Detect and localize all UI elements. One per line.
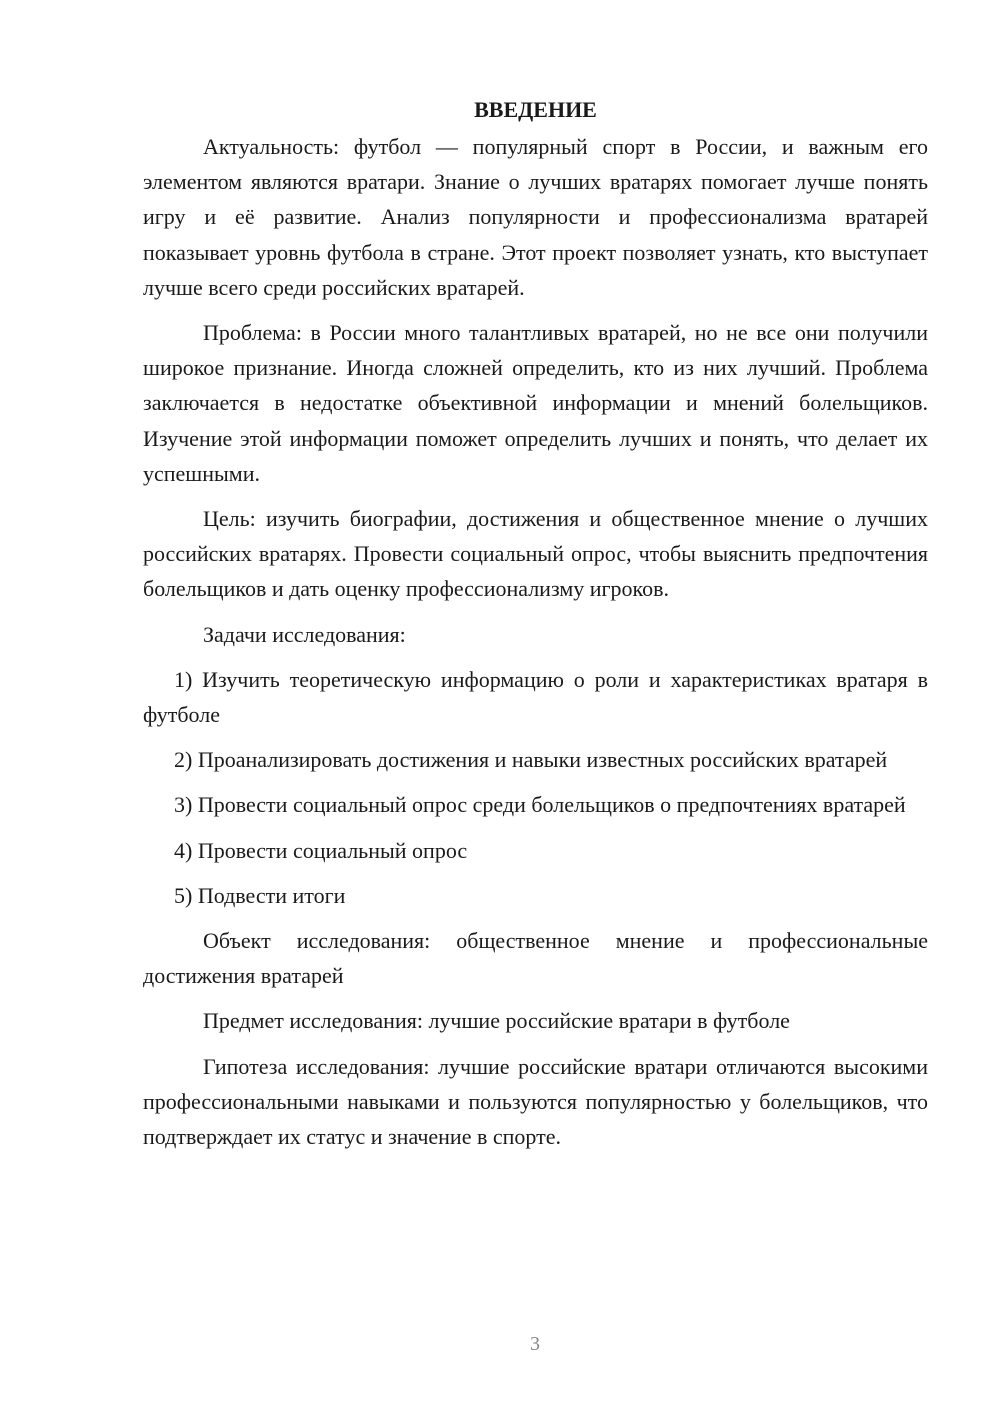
problem-paragraph: Проблема: в России много талантливых вратарей, но не все они получили широкое признание. Иногда сложней определить, кто из них лучший. Проблема заключается в недостатке объективной информации и мнений болельщиков. Изучение этой информации поможет определить лучших и понять, что делает их успешными. (143, 320, 928, 486)
hypothesis-paragraph: Гипотеза исследования: лучшие российские вратари отличаются высокими профессиональными навыками и пользуются популярностью у болельщиков, что подтверждает их статус и значение в спорте. (143, 1053, 928, 1150)
list-item: 1) Изучить теоретическую информацию о роли и характеристиках вратаря в футболе (143, 666, 928, 728)
list-item: 5) Подвести итоги (174, 882, 346, 908)
subject-paragraph: Предмет исследования: лучшие российские вратари в футболе (203, 1008, 790, 1034)
document-page (143, 92, 928, 1164)
page-number: 3 (530, 1333, 540, 1355)
list-item: 3) Провести социальный опрос среди болельщиков о предпочтениях вратарей (174, 792, 906, 818)
list-item: 4) Провести социальный опрос (174, 837, 468, 863)
section-title: ВВЕДЕНИЕ (474, 97, 597, 122)
list-item: 2) Проанализировать достижения и навыки известных российских вратарей (174, 747, 888, 773)
object-paragraph: Объект исследования: общественное мнение и профессиональные достижения вратарей (143, 928, 928, 989)
goal-paragraph: Цель: изучить биографии, достижения и общественное мнение о лучших российских вратарях. Провести социальный опрос, чтобы выяснить предпочтения болельщиков и дать оценку профессионализму игроков. (143, 506, 928, 602)
relevance-paragraph: Актуальность: футбол — популярный спорт в России, и важным его элементом являются вратари. Знание о лучших вратарях помогает лучше понять игру и её развитие. Анализ популярности и профессионализма вратарей показывает уровнь футбола в стране. Этот проект позволяет узнать, кто выступает лучше всего среди российских вратарей. (143, 134, 928, 300)
tasks-list (143, 662, 928, 913)
tasks-heading: Задачи исследования: (203, 621, 406, 647)
